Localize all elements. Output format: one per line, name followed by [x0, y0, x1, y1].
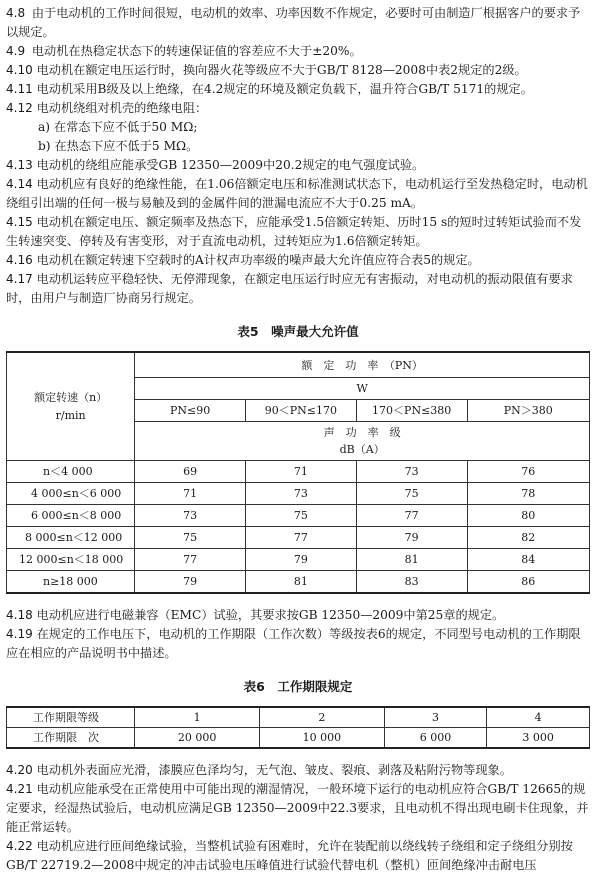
count-cell: 6 000 [384, 728, 487, 749]
clause-text: 电动机应进行匝间绝缘试验，当整机试验有困难时，允许在装配前以绕线转子绕组和定子绕组分别按GB/T 22719.2—2008中规定的冲击试验电压峰值进行试验代替电机（整机）匝间绝缘冲击耐电压 [6, 839, 573, 872]
speed-cell: 12 000≤n＜18 000 [7, 549, 135, 571]
clause-number: 4.10 [6, 63, 33, 77]
clause [6, 780, 590, 837]
clause-text: 电动机的绕组应能承受GB 12350—2009中20.2规定的电气强度试验。 [36, 158, 425, 172]
value-cell: 79 [135, 571, 246, 594]
clause-text: 电动机在额定电压运行时，换向器火花等级应不大于GB/T 8128—2008中表2规定的2级。 [36, 63, 527, 77]
clause [6, 61, 590, 80]
sub-item [6, 137, 590, 156]
clause [6, 625, 590, 663]
clause-number: 4.19 [6, 627, 33, 641]
clause-text: 电动机运转应平稳轻快、无停滞现象，在额定电压运行时应无有害振动，对电动机的振动限值有要求时，由用户与制造厂协商另行规定。 [6, 272, 573, 305]
clause-number: 4.15 [6, 215, 33, 229]
clause-number: 4.13 [6, 158, 33, 172]
work-life-table [6, 706, 590, 749]
count-cell: 3 000 [487, 728, 590, 749]
count-label-cell: 工作期限 次 [7, 728, 135, 749]
table-row [7, 505, 590, 527]
sub-item [6, 118, 590, 137]
table-row [7, 549, 590, 571]
value-cell: 79 [356, 527, 467, 549]
clause-text: 电动机在额定电压、额定频率及热态下，应能承受1.5倍额定转矩、历时15 s的短时过转矩试验而不发生转速突变、停转及有害变形，对于直流电动机，过转矩应为1.6倍额定转矩。 [6, 215, 582, 248]
value-cell: 73 [246, 483, 357, 505]
clause-number: 4.14 [6, 177, 33, 191]
clause-number: 4.9 [6, 44, 26, 58]
power-range-header: 90＜PN≤170 [246, 400, 357, 422]
value-cell: 82 [467, 527, 589, 549]
value-cell: 73 [135, 505, 246, 527]
sound-power-header [135, 422, 590, 461]
power-range-header: PN≤90 [135, 400, 246, 422]
sound-power-label: 声 功 率 级 [323, 426, 401, 439]
clause [6, 270, 590, 308]
table-row [7, 461, 590, 483]
value-cell: 77 [246, 527, 357, 549]
clauses-after-table5 [6, 606, 590, 663]
clause [6, 99, 590, 118]
clauses-mid [6, 156, 590, 308]
table-row [7, 527, 590, 549]
rated-speed-header [7, 352, 135, 461]
value-cell: 75 [246, 505, 357, 527]
clause-number: 4.11 [6, 82, 33, 96]
value-cell: 81 [246, 571, 357, 594]
clause-number: 4.20 [6, 763, 33, 777]
clause-text: 由于电动机的工作时间很短，电动机的效率、功率因数不作规定，必要时可由制造厂根据客户的要求予以规定。 [6, 6, 581, 39]
clause-text: 电动机外表面应光滑，漆膜应色泽均匀，无气泡、皱皮、裂痕、剥落及粘附污物等现象。 [36, 763, 512, 777]
grade-cell: 4 [487, 707, 590, 728]
value-cell: 86 [467, 571, 589, 594]
power-range-header: PN＞380 [467, 400, 589, 422]
grade-cell: 2 [259, 707, 384, 728]
sub-item-text: 在常态下应不低于50 MΩ; [53, 120, 198, 134]
table5-title: 表5 噪声最大允许值 [237, 324, 359, 339]
clause [6, 213, 590, 251]
value-cell: 71 [135, 483, 246, 505]
count-cell: 20 000 [135, 728, 260, 749]
grade-label-cell: 工作期限等级 [7, 707, 135, 728]
clause [6, 80, 590, 99]
clauses-bottom [6, 761, 590, 875]
clause [6, 837, 590, 875]
clauses-top [6, 4, 590, 156]
value-cell: 75 [135, 527, 246, 549]
sub-item-text: 在热态下应不低于5 MΩ。 [54, 139, 199, 153]
clause [6, 175, 590, 213]
power-range-header: 170＜PN≤380 [356, 400, 467, 422]
count-cell: 10 000 [259, 728, 384, 749]
sub-item-label: a) [38, 120, 51, 134]
table-header-row [7, 352, 590, 378]
grade-cell: 1 [135, 707, 260, 728]
speed-cell: 4 000≤n＜6 000 [7, 483, 135, 505]
value-cell: 69 [135, 461, 246, 483]
table-row [7, 728, 590, 749]
clause [6, 761, 590, 780]
speed-cell: n≥18 000 [7, 571, 135, 594]
table-row [7, 483, 590, 505]
clause [6, 606, 590, 625]
rated-speed-label: 额定转速（n） [34, 390, 108, 404]
noise-limit-table [6, 351, 590, 594]
clause-text: 电动机应有良好的绝缘性能，在1.06倍额定电压和标准测试状态下，电动机运行至发热稳定时，电动机绕组引出端的任何一极与易触及到的金属件间的泄漏电流应不大于0.25 mA。 [6, 177, 588, 210]
speed-cell: n＜4 000 [7, 461, 135, 483]
value-cell: 71 [246, 461, 357, 483]
sub-item-label: b) [38, 139, 51, 153]
clause-text: 在规定的工作电压下，电动机的工作期限（工作次数）等级按表6的规定，不同型号电动机的工作期限应在相应的产品说明书中描述。 [6, 627, 581, 660]
clause-number: 4.8 [6, 6, 26, 20]
clause-text: 电动机在热稳定状态下的转速保证值的容差应不大于±20%。 [31, 44, 362, 58]
clause-number: 4.22 [6, 839, 33, 853]
rated-speed-unit: r/min [55, 408, 86, 422]
clause-number: 4.18 [6, 608, 33, 622]
clause-number: 4.21 [6, 782, 33, 796]
table-row [7, 571, 590, 594]
value-cell: 80 [467, 505, 589, 527]
clause-text: 电动机应能承受在正常使用中可能出现的潮湿情况，一般环境下运行的电动机应符合GB/T 12665的规定要求，经湿热试验后，电动机应满足GB 12350—2009中22.3要求，且电动机不得出现电刷卡住现象，并能正常运转。 [6, 782, 589, 834]
rated-power-header: 额 定 功 率 （PN） [135, 352, 590, 378]
sound-power-unit: dB（A） [339, 443, 385, 456]
clause [6, 251, 590, 270]
clause-number: 4.16 [6, 253, 33, 267]
speed-cell: 6 000≤n＜8 000 [7, 505, 135, 527]
table6-title: 表6 工作期限规定 [243, 679, 353, 694]
value-cell: 76 [467, 461, 589, 483]
clause [6, 156, 590, 175]
clause-text: 电动机绕组对机壳的绝缘电阻： [36, 101, 208, 115]
value-cell: 75 [356, 483, 467, 505]
clause-text: 电动机应进行电磁兼容（EMC）试验，其要求按GB 12350—2009中第25章的规定。 [36, 608, 505, 622]
value-cell: 81 [356, 549, 467, 571]
value-cell: 83 [356, 571, 467, 594]
clause [6, 42, 590, 61]
table-row [7, 707, 590, 728]
value-cell: 78 [467, 483, 589, 505]
value-cell: 73 [356, 461, 467, 483]
clause-text: 电动机采用B级及以上绝缘，在4.2规定的环境及额定负载下，温升符合GB/T 5171的规定。 [36, 82, 533, 96]
grade-cell: 3 [384, 707, 487, 728]
clause-number: 4.17 [6, 272, 33, 286]
speed-cell: 8 000≤n＜12 000 [7, 527, 135, 549]
value-cell: 77 [135, 549, 246, 571]
value-cell: 84 [467, 549, 589, 571]
clause [6, 4, 590, 42]
value-cell: 77 [356, 505, 467, 527]
clause-text: 电动机在额定转速下空载时的A计权声功率级的噪声最大允许值应符合表5的规定。 [36, 253, 480, 267]
rated-power-unit: W [135, 378, 590, 400]
value-cell: 79 [246, 549, 357, 571]
clause-number: 4.12 [6, 101, 33, 115]
